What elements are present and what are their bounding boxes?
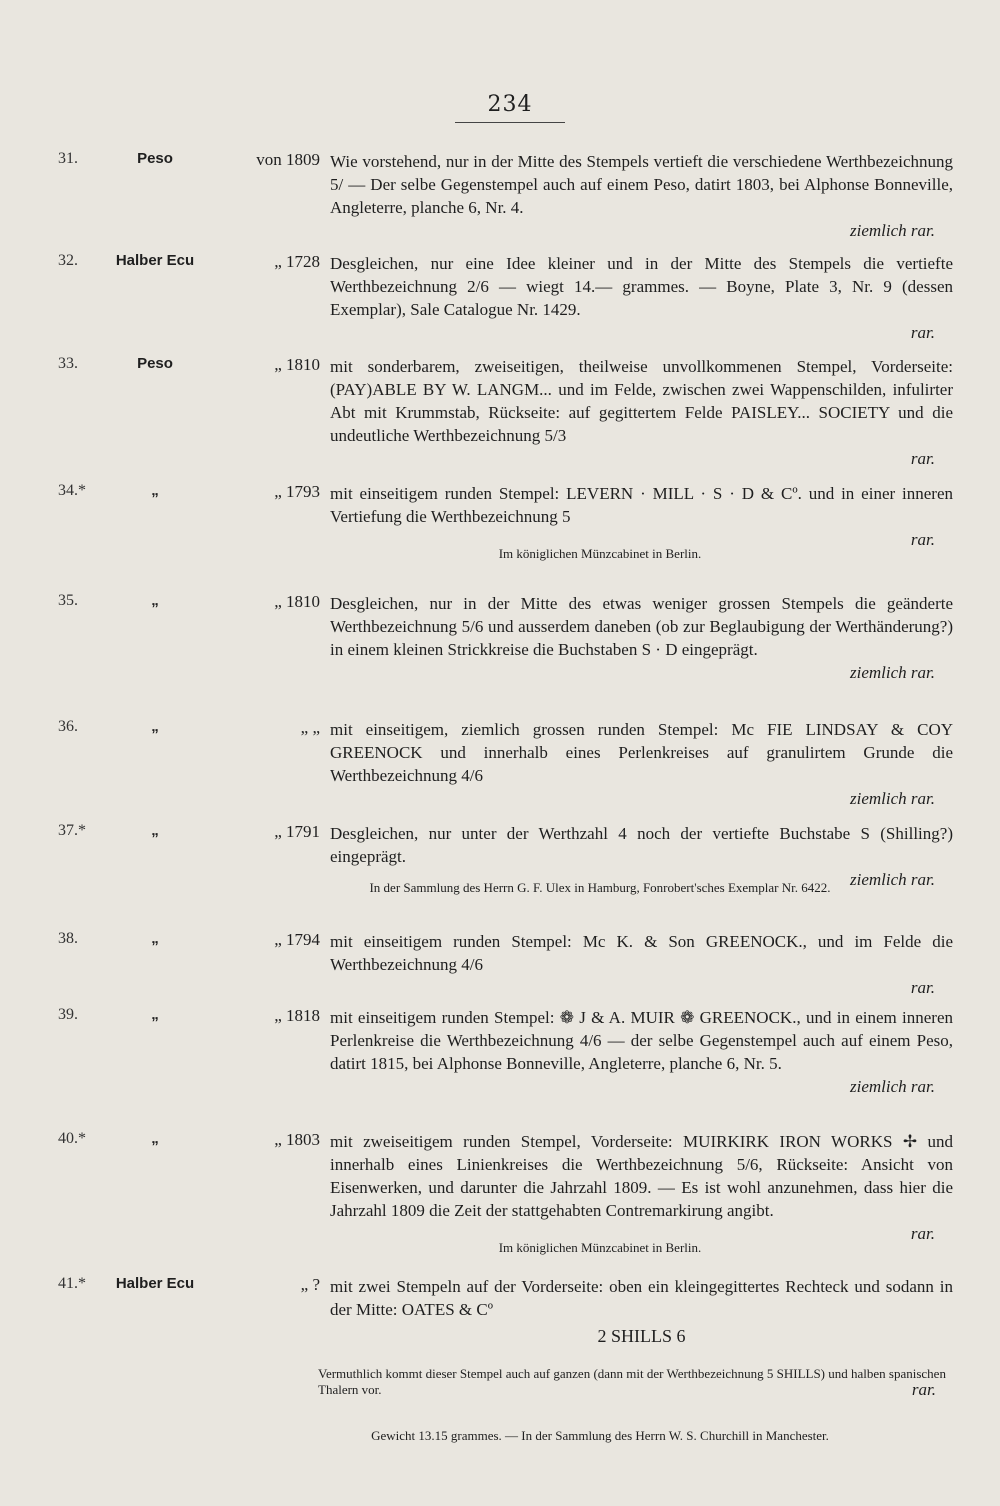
entry-rarity: rar.	[910, 449, 935, 468]
entry-text: mit einseitigem runden Stempel: ❁ J & A. MUIR ❁ GREENOCK., und in einem inneren Perlenkreise die Werthbezeichnung 4/6 — der selbe Gegenstempel auch auf einem Peso, datirt 1815, bei Alphonse Bonneville, Angleterre, planche 6, Nr. 5.	[330, 1008, 953, 1073]
entry-text: Desgleichen, nur in der Mitte des etwas weniger grossen Stempels die geänderte Werthbezeichnung 5/6 und ausserdem daneben (ob zur Beglaubigung der Werthänderung?) in einem kleinen Strickkreise die Buchstaben S · D eingeprägt.	[330, 594, 953, 659]
entry-rarity: ziemlich rar.	[850, 221, 935, 240]
page-number-rule	[455, 122, 565, 123]
entry-description	[330, 150, 953, 242]
entry-rarity: rar.	[910, 323, 935, 342]
entry-description	[330, 1275, 953, 1348]
entry-year: „ 1818	[274, 1006, 320, 1025]
entry-year: „ 1803	[274, 1130, 320, 1149]
entry-number: 38.	[58, 930, 78, 947]
collection-note: Im königlichen Münzcabinet in Berlin.	[498, 546, 702, 561]
entry-denomination: „	[151, 930, 159, 947]
entry-description	[330, 482, 953, 551]
entry-rarity: ziemlich rar.	[850, 663, 935, 682]
page-number: 234	[487, 92, 533, 117]
entry-description	[330, 1006, 953, 1098]
entry-description	[330, 718, 953, 810]
entry-year: „ 1728	[274, 252, 320, 271]
entry-text: mit sonderbarem, zweiseitigen, theilweise unvollkommenen Stempel, Vorderseite: (PAY)ABLE BY W. LANGM... und im Felde, zwischen zwei Wappenschilden, infulirter Abt mit Krummstab, Rückseite: auf gegittertem Felde PAISLEY... SOCIETY und die undeutliche Werthbezeichnung 5/3	[330, 357, 953, 445]
collection-note: Gewicht 13.15 grammes. — In der Sammlung des Herrn W. S. Churchill in Manchester.	[371, 1428, 829, 1443]
entry-text: Wie vorstehend, nur in der Mitte des Stempels vertieft die verschiedene Werthbezeichnung 5/ — Der selbe Gegenstempel auch auf einem Peso, datirt 1803, bei Alphonse Bonneville, Angleterre, planche 6, Nr. 4.	[330, 152, 953, 217]
entry-year: „ „	[300, 718, 320, 737]
entry-rarity: ziemlich rar.	[850, 1077, 935, 1096]
entry-year: „ 1810	[274, 592, 320, 611]
entry-rarity: ziemlich rar.	[850, 789, 935, 808]
stamp-remark	[318, 1366, 954, 1398]
entry-denomination: Peso	[137, 355, 173, 372]
entry-year: „ 1794	[274, 930, 320, 949]
entry-denomination: „	[151, 592, 159, 609]
entry-rarity: rar.	[911, 1380, 936, 1399]
collection-note: In der Sammlung des Herrn G. F. Ulex in Hamburg, Fonrobert'sches Exemplar Nr. 6422.	[369, 880, 831, 895]
entry-number: 35.	[58, 592, 78, 609]
entry-text: Desgleichen, nur unter der Werthzahl 4 noch der vertiefte Buchstabe S (Shilling?) eingeprägt.	[330, 824, 953, 866]
entry-year: „ 1810	[274, 355, 320, 374]
stamp-value-line: 2 SHILLS 6	[597, 1326, 686, 1346]
entry-denomination: „	[151, 822, 159, 839]
entry-denomination: „	[151, 482, 159, 499]
entry-number: 31.	[58, 150, 78, 167]
entry-number: 41.*	[58, 1275, 86, 1292]
entry-number: 34.*	[58, 482, 86, 499]
entry-number: 37.*	[58, 822, 86, 839]
entry-rarity: ziemlich rar.	[850, 870, 935, 889]
entry-year: „ 1791	[274, 822, 320, 841]
entry-text: mit einseitigem, ziemlich grossen runden Stempel: Mc FIE LINDSAY & COY GREENOCK und innerhalb eines Perlenkreises auf granulirtem Grunde die Werthbezeichnung 4/6	[330, 720, 953, 785]
entry-number: 40.*	[58, 1130, 86, 1147]
entry-year: „ 1793	[274, 482, 320, 501]
entry-description	[330, 355, 953, 470]
entry-rarity: rar.	[910, 978, 935, 997]
entry-denomination: „	[151, 1130, 159, 1147]
entry-text: mit zwei Stempeln auf der Vorderseite: oben ein kleingegittertes Rechteck und sodann in der Mitte: OATES & Cº	[330, 1277, 953, 1319]
entry-text: mit einseitigem runden Stempel: LEVERN · MILL · S · D & Cº. und in einer inneren Vertiefung die Werthbezeichnung 5	[330, 484, 953, 526]
entry-year: von 1809	[256, 150, 320, 169]
entry-denomination: Halber Ecu	[115, 252, 195, 269]
entry-text: mit einseitigem runden Stempel: Mc K. & Son GREENOCK., und im Felde die Werthbezeichnung 4/6	[330, 932, 953, 974]
entry-description	[330, 930, 953, 999]
entry-denomination: „	[151, 1006, 159, 1023]
entry-description	[330, 592, 953, 684]
entry-number: 39.	[58, 1006, 78, 1023]
entry-denomination: Peso	[137, 150, 173, 167]
entry-description	[330, 1130, 953, 1245]
entry-rarity: rar.	[910, 530, 935, 549]
entry-rarity: rar.	[910, 1224, 935, 1243]
entry-number: 32.	[58, 252, 78, 269]
entry-denomination: Halber Ecu	[115, 1275, 195, 1292]
entry-number: 33.	[58, 355, 78, 372]
entry-text: mit zweiseitigem runden Stempel, Vorderseite: MUIRKIRK IRON WORKS ✢ und innerhalb eines Linienkreises die Werthbezeichnung 5/6, Rückseite: Ansicht von Eisenwerken, und darunter die Jahrzahl 1809. — Es ist wohl anzunehmen, dass hier die Jahrzahl 1809 die Zeit der stattgehabten Contremarkirung angibt.	[330, 1132, 953, 1220]
entry-year: „ ?	[300, 1275, 320, 1294]
entry-text: Desgleichen, nur eine Idee kleiner und in der Mitte des Stempels die vertiefte Werthbezeichnung 2/6 — wiegt 14.— grammes. — Boyne, Plate 3, Nr. 9 (dessen Exemplar), Sale Catalogue Nr. 1429.	[330, 254, 953, 319]
entry-description	[330, 252, 953, 344]
collection-note: Im königlichen Münzcabinet in Berlin.	[498, 1240, 702, 1255]
stamp-remark-text: Vermuthlich kommt dieser Stempel auch auf ganzen (dann mit der Werthbezeichnung 5 SHILLS) und halben spanischen Thalern vor.	[318, 1366, 946, 1397]
entry-denomination: „	[151, 718, 159, 735]
entry-number: 36.	[58, 718, 78, 735]
